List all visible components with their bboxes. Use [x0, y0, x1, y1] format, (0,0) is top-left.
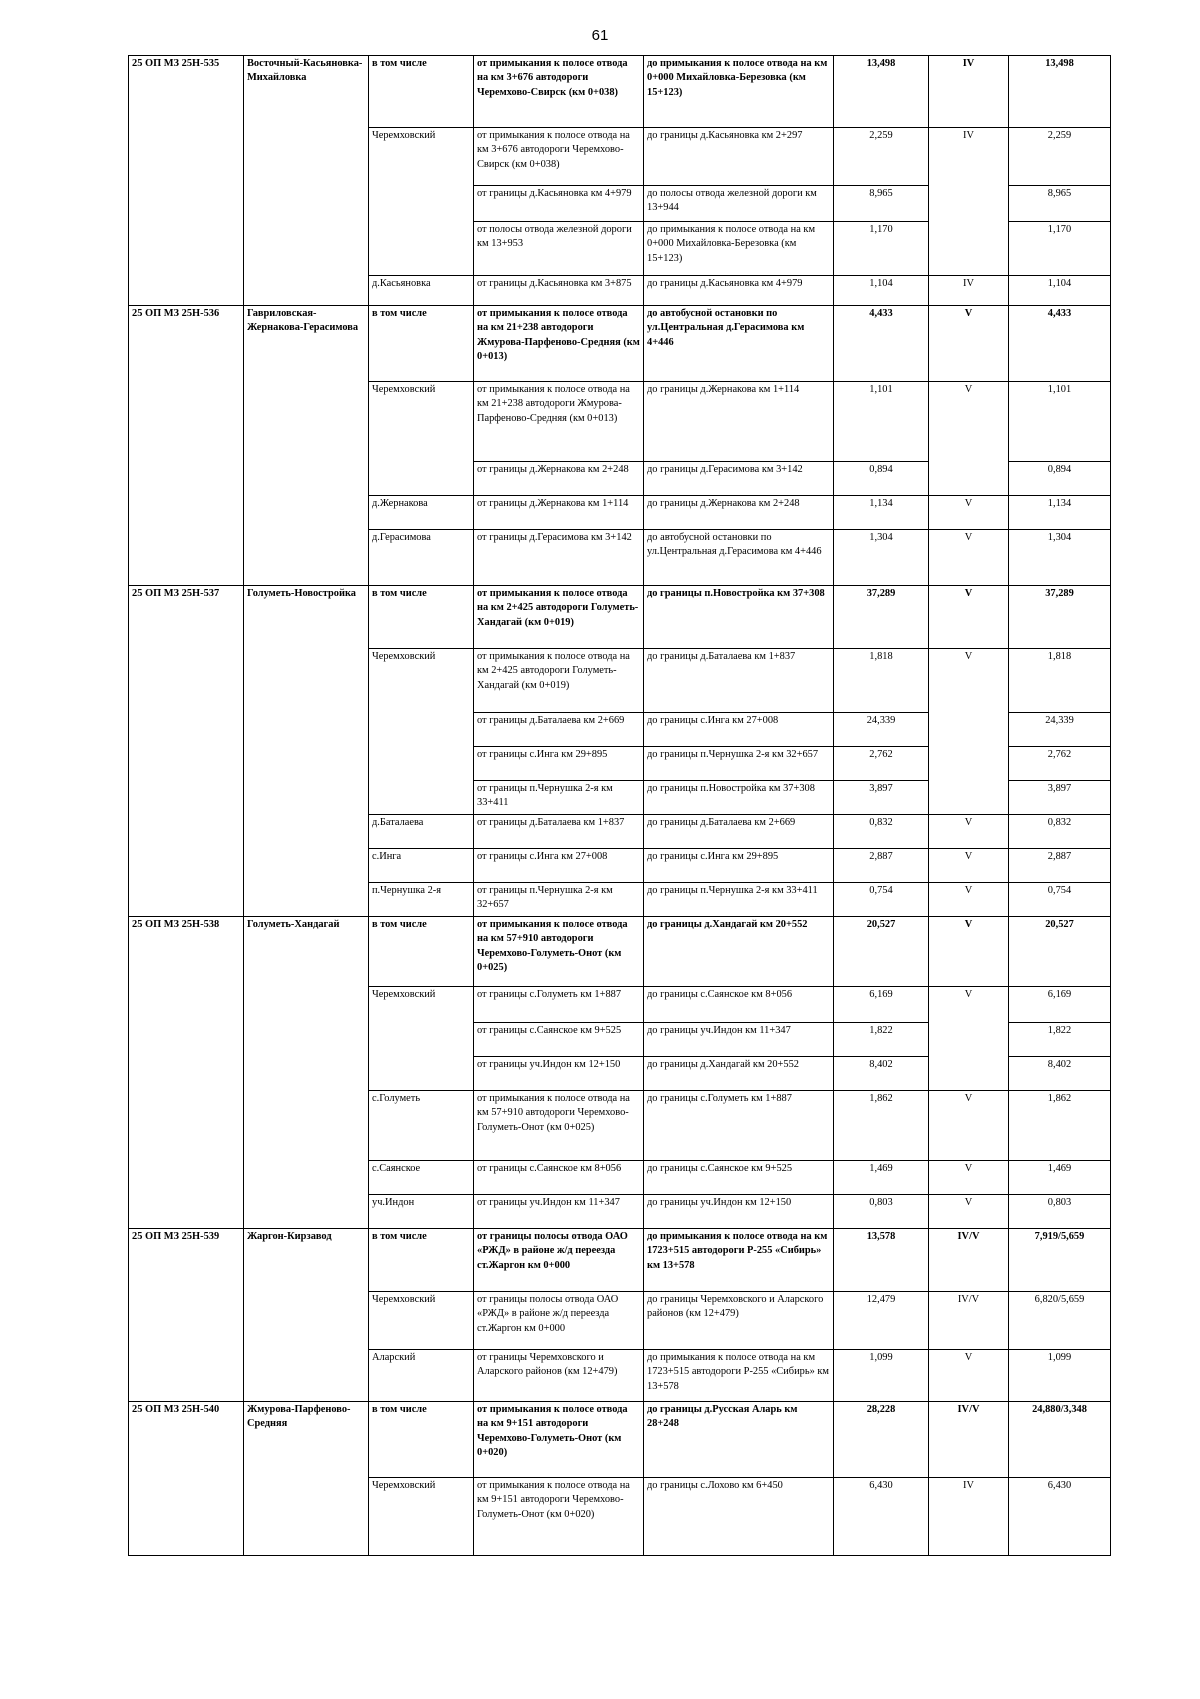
total-cell: 6,820/5,659	[1009, 1292, 1111, 1350]
category-cell	[929, 713, 1009, 747]
category-cell: V	[929, 1161, 1009, 1195]
from-cell: от полосы отвода железной дороги км 13+953	[474, 222, 644, 276]
total-cell: 24,880/3,348	[1009, 1402, 1111, 1478]
category-cell: V	[929, 496, 1009, 530]
length-cell: 12,479	[834, 1292, 929, 1350]
to-cell: до границы с.Голуметь км 1+887	[644, 1091, 834, 1161]
total-cell: 8,965	[1009, 186, 1111, 222]
to-cell: до примыкания к полосе отвода на км 1723+515 автодороги Р-255 «Сибирь» км 13+578	[644, 1350, 834, 1402]
district-cell	[369, 1023, 474, 1057]
length-cell: 8,402	[834, 1057, 929, 1091]
district-cell: в том числе	[369, 1402, 474, 1478]
from-cell: от границы Черемховского и Аларского районов (км 12+479)	[474, 1350, 644, 1402]
to-cell: до границы с.Саянское км 8+056	[644, 987, 834, 1023]
to-cell: до границы д.Касьяновка км 2+297	[644, 128, 834, 186]
category-cell: IV/V	[929, 1402, 1009, 1478]
from-cell: от границы д.Касьяновка км 4+979	[474, 186, 644, 222]
district-cell	[369, 462, 474, 496]
total-cell: 0,832	[1009, 815, 1111, 849]
category-cell: V	[929, 1091, 1009, 1161]
length-cell: 2,259	[834, 128, 929, 186]
from-cell: от границы д.Баталаева км 1+837	[474, 815, 644, 849]
to-cell: до границы д.Жернакова км 1+114	[644, 382, 834, 462]
category-cell: V	[929, 649, 1009, 713]
length-cell: 0,894	[834, 462, 929, 496]
total-cell: 7,919/5,659	[1009, 1229, 1111, 1292]
table-row	[129, 1402, 1111, 1478]
to-cell: до границы д.Жернакова км 2+248	[644, 496, 834, 530]
from-cell: от границы полосы отвода ОАО «РЖД» в районе ж/д переезда ст.Жаргон км 0+000	[474, 1229, 644, 1292]
table-row	[129, 586, 1111, 649]
district-cell: Черемховский	[369, 987, 474, 1023]
total-cell: 37,289	[1009, 586, 1111, 649]
total-cell: 13,498	[1009, 56, 1111, 128]
road-name-cell: Голуметь-Новостройка	[244, 586, 369, 917]
road-code-cell: 25 ОП МЗ 25Н-537	[129, 586, 244, 917]
district-cell	[369, 1057, 474, 1091]
to-cell: до границы с.Инга км 27+008	[644, 713, 834, 747]
from-cell: от примыкания к полосе отвода на км 3+676 автодороги Черемхово-Свирск (км 0+038)	[474, 56, 644, 128]
district-cell: Аларский	[369, 1350, 474, 1402]
district-cell: Черемховский	[369, 1478, 474, 1556]
district-cell: д.Герасимова	[369, 530, 474, 586]
road-code-cell: 25 ОП МЗ 25Н-536	[129, 306, 244, 586]
page-number: 61	[591, 27, 609, 44]
total-cell: 1,104	[1009, 276, 1111, 306]
district-cell	[369, 222, 474, 276]
from-cell: от границы д.Жернакова км 1+114	[474, 496, 644, 530]
total-cell: 1,469	[1009, 1161, 1111, 1195]
total-cell: 6,430	[1009, 1478, 1111, 1556]
from-cell: от границы д.Жернакова км 2+248	[474, 462, 644, 496]
to-cell: до границы с.Саянское км 9+525	[644, 1161, 834, 1195]
road-code-cell: 25 ОП МЗ 25Н-538	[129, 917, 244, 1229]
total-cell: 1,862	[1009, 1091, 1111, 1161]
total-cell: 24,339	[1009, 713, 1111, 747]
from-cell: от примыкания к полосе отвода на км 21+238 автодороги Жмурова-Парфеново-Средняя (км 0+013)	[474, 306, 644, 382]
category-cell: V	[929, 815, 1009, 849]
to-cell: до границы Черемховского и Аларского районов (км 12+479)	[644, 1292, 834, 1350]
category-cell: IV/V	[929, 1229, 1009, 1292]
from-cell: от примыкания к полосе отвода на км 57+910 автодороги Черемхово-Голуметь-Онот (км 0+025)	[474, 917, 644, 987]
district-cell: д.Жернакова	[369, 496, 474, 530]
district-cell: д.Касьяновка	[369, 276, 474, 306]
from-cell: от примыкания к полосе отвода на км 2+425 автодороги Голуметь-Хандагай (км 0+019)	[474, 649, 644, 713]
total-cell: 1,818	[1009, 649, 1111, 713]
road-name-cell: Гавриловская-Жернакова-Герасимова	[244, 306, 369, 586]
road-code-cell: 25 ОП МЗ 25Н-539	[129, 1229, 244, 1402]
total-cell: 2,259	[1009, 128, 1111, 186]
district-cell: с.Инга	[369, 849, 474, 883]
category-cell: V	[929, 1350, 1009, 1402]
total-cell: 1,822	[1009, 1023, 1111, 1057]
to-cell: до границы уч.Индон км 11+347	[644, 1023, 834, 1057]
to-cell: до примыкания к полосе отвода на км 1723+515 автодороги Р-255 «Сибирь» км 13+578	[644, 1229, 834, 1292]
district-cell: д.Баталаева	[369, 815, 474, 849]
road-code-cell: 25 ОП МЗ 25Н-535	[129, 56, 244, 306]
length-cell: 28,228	[834, 1402, 929, 1478]
category-cell: V	[929, 987, 1009, 1023]
table-row	[129, 1229, 1111, 1292]
district-cell	[369, 747, 474, 781]
length-cell: 20,527	[834, 917, 929, 987]
district-cell	[369, 713, 474, 747]
to-cell: до автобусной остановки по ул.Центральная д.Герасимова км 4+446	[644, 306, 834, 382]
district-cell: в том числе	[369, 917, 474, 987]
total-cell: 0,894	[1009, 462, 1111, 496]
length-cell: 24,339	[834, 713, 929, 747]
length-cell: 0,754	[834, 883, 929, 917]
total-cell: 0,803	[1009, 1195, 1111, 1229]
length-cell: 1,099	[834, 1350, 929, 1402]
district-cell: в том числе	[369, 586, 474, 649]
category-cell: IV	[929, 1478, 1009, 1556]
category-cell: V	[929, 306, 1009, 382]
from-cell: от примыкания к полосе отвода на км 21+238 автодороги Жмурова-Парфеново-Средняя (км 0+013)	[474, 382, 644, 462]
district-cell: уч.Индон	[369, 1195, 474, 1229]
table-row	[129, 56, 1111, 128]
length-cell: 13,578	[834, 1229, 929, 1292]
district-cell: с.Саянское	[369, 1161, 474, 1195]
total-cell: 2,762	[1009, 747, 1111, 781]
road-name-cell: Жмурова-Парфеново-Средняя	[244, 1402, 369, 1556]
road-code-cell: 25 ОП МЗ 25Н-540	[129, 1402, 244, 1556]
category-cell: V	[929, 849, 1009, 883]
road-name-cell: Жаргон-Кирзавод	[244, 1229, 369, 1402]
to-cell: до границы д.Баталаева км 2+669	[644, 815, 834, 849]
length-cell: 1,104	[834, 276, 929, 306]
length-cell: 1,304	[834, 530, 929, 586]
length-cell: 1,469	[834, 1161, 929, 1195]
district-cell: Черемховский	[369, 649, 474, 713]
district-cell	[369, 781, 474, 815]
to-cell: до границы д.Хандагай км 20+552	[644, 917, 834, 987]
category-cell: IV	[929, 276, 1009, 306]
total-cell: 6,169	[1009, 987, 1111, 1023]
category-cell	[929, 222, 1009, 276]
category-cell	[929, 462, 1009, 496]
district-cell: Черемховский	[369, 1292, 474, 1350]
length-cell: 6,169	[834, 987, 929, 1023]
district-cell	[369, 186, 474, 222]
category-cell: V	[929, 530, 1009, 586]
length-cell: 1,170	[834, 222, 929, 276]
category-cell: V	[929, 883, 1009, 917]
category-cell: V	[929, 1195, 1009, 1229]
district-cell: с.Голуметь	[369, 1091, 474, 1161]
total-cell: 20,527	[1009, 917, 1111, 987]
length-cell: 1,862	[834, 1091, 929, 1161]
from-cell: от границы д.Касьяновка км 3+875	[474, 276, 644, 306]
category-cell	[929, 747, 1009, 781]
from-cell: от границы с.Саянское км 9+525	[474, 1023, 644, 1057]
category-cell	[929, 186, 1009, 222]
road-name-cell: Восточный-Касьяновка-Михайловка	[244, 56, 369, 306]
total-cell: 1,304	[1009, 530, 1111, 586]
district-cell: в том числе	[369, 306, 474, 382]
from-cell: от границы д.Герасимова км 3+142	[474, 530, 644, 586]
district-cell: Черемховский	[369, 128, 474, 186]
length-cell: 1,101	[834, 382, 929, 462]
to-cell: до границы д.Русская Аларь км 28+248	[644, 1402, 834, 1478]
from-cell: от примыкания к полосе отвода на км 9+151 автодороги Черемхово-Голуметь-Онот (км 0+020)	[474, 1402, 644, 1478]
category-cell	[929, 781, 1009, 815]
district-cell: Черемховский	[369, 382, 474, 462]
category-cell	[929, 1023, 1009, 1057]
length-cell: 13,498	[834, 56, 929, 128]
to-cell: до границы п.Новостройка км 37+308	[644, 586, 834, 649]
total-cell: 8,402	[1009, 1057, 1111, 1091]
category-cell	[929, 1057, 1009, 1091]
length-cell: 0,803	[834, 1195, 929, 1229]
from-cell: от границы уч.Индон км 11+347	[474, 1195, 644, 1229]
from-cell: от примыкания к полосе отвода на км 3+676 автодороги Черемхово-Свирск (км 0+038)	[474, 128, 644, 186]
district-cell: в том числе	[369, 1229, 474, 1292]
category-cell: IV	[929, 56, 1009, 128]
from-cell: от границы уч.Индон км 12+150	[474, 1057, 644, 1091]
road-name-cell: Голуметь-Хандагай	[244, 917, 369, 1229]
length-cell: 6,430	[834, 1478, 929, 1556]
to-cell: до примыкания к полосе отвода на км 0+000 Михайловка-Березовка (км 15+123)	[644, 56, 834, 128]
from-cell: от границы п.Чернушка 2-я км 32+657	[474, 883, 644, 917]
total-cell: 2,887	[1009, 849, 1111, 883]
category-cell: V	[929, 917, 1009, 987]
to-cell: до границы д.Хандагай км 20+552	[644, 1057, 834, 1091]
length-cell: 1,818	[834, 649, 929, 713]
length-cell: 2,762	[834, 747, 929, 781]
total-cell: 1,101	[1009, 382, 1111, 462]
roads-table	[128, 55, 1111, 1556]
from-cell: от примыкания к полосе отвода на км 2+425 автодороги Голуметь-Хандагай (км 0+019)	[474, 586, 644, 649]
district-cell: в том числе	[369, 56, 474, 128]
total-cell: 3,897	[1009, 781, 1111, 815]
table-row	[129, 917, 1111, 987]
total-cell: 0,754	[1009, 883, 1111, 917]
length-cell: 1,822	[834, 1023, 929, 1057]
to-cell: до полосы отвода железной дороги км 13+944	[644, 186, 834, 222]
length-cell: 3,897	[834, 781, 929, 815]
to-cell: до автобусной остановки по ул.Центральная д.Герасимова км 4+446	[644, 530, 834, 586]
length-cell: 8,965	[834, 186, 929, 222]
from-cell: от границы с.Голуметь км 1+887	[474, 987, 644, 1023]
total-cell: 1,134	[1009, 496, 1111, 530]
category-cell: IV	[929, 128, 1009, 186]
from-cell: от примыкания к полосе отвода на км 9+151 автодороги Черемхово-Голуметь-Онот (км 0+020)	[474, 1478, 644, 1556]
from-cell: от границы полосы отвода ОАО «РЖД» в районе ж/д переезда ст.Жаргон км 0+000	[474, 1292, 644, 1350]
to-cell: до примыкания к полосе отвода на км 0+000 Михайловка-Березовка (км 15+123)	[644, 222, 834, 276]
to-cell: до границы с.Инга км 29+895	[644, 849, 834, 883]
to-cell: до границы п.Чернушка 2-я км 32+657	[644, 747, 834, 781]
category-cell: V	[929, 586, 1009, 649]
category-cell: V	[929, 382, 1009, 462]
length-cell: 0,832	[834, 815, 929, 849]
from-cell: от границы с.Инга км 27+008	[474, 849, 644, 883]
to-cell: до границы уч.Индон км 12+150	[644, 1195, 834, 1229]
length-cell: 37,289	[834, 586, 929, 649]
total-cell: 1,170	[1009, 222, 1111, 276]
length-cell: 2,887	[834, 849, 929, 883]
district-cell: п.Чернушка 2-я	[369, 883, 474, 917]
length-cell: 4,433	[834, 306, 929, 382]
to-cell: до границы д.Герасимова км 3+142	[644, 462, 834, 496]
total-cell: 1,099	[1009, 1350, 1111, 1402]
from-cell: от границы с.Инга км 29+895	[474, 747, 644, 781]
to-cell: до границы п.Новостройка км 37+308	[644, 781, 834, 815]
table-row	[129, 306, 1111, 382]
to-cell: до границы с.Лохово км 6+450	[644, 1478, 834, 1556]
from-cell: от границы с.Саянское км 8+056	[474, 1161, 644, 1195]
to-cell: до границы п.Чернушка 2-я км 33+411	[644, 883, 834, 917]
from-cell: от границы д.Баталаева км 2+669	[474, 713, 644, 747]
to-cell: до границы д.Баталаева км 1+837	[644, 649, 834, 713]
total-cell: 4,433	[1009, 306, 1111, 382]
to-cell: до границы д.Касьяновка км 4+979	[644, 276, 834, 306]
from-cell: от границы п.Чернушка 2-я км 33+411	[474, 781, 644, 815]
category-cell: IV/V	[929, 1292, 1009, 1350]
from-cell: от примыкания к полосе отвода на км 57+910 автодороги Черемхово-Голуметь-Онот (км 0+025)	[474, 1091, 644, 1161]
length-cell: 1,134	[834, 496, 929, 530]
